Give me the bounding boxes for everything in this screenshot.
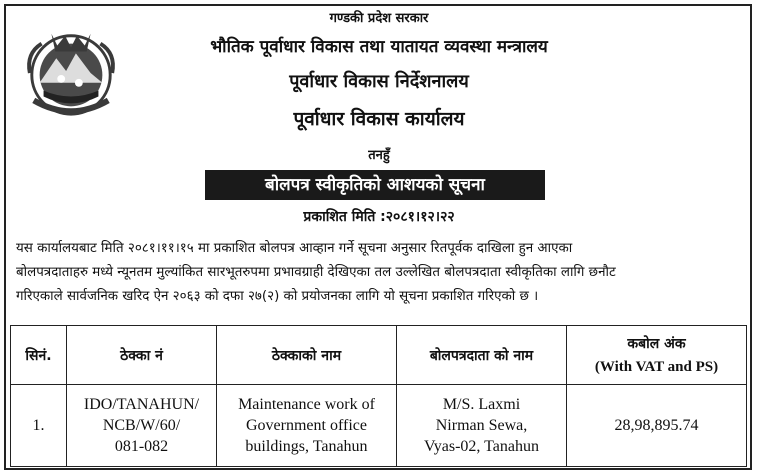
cell-contract-no: [67, 385, 217, 467]
contract-no-line: 081-082: [114, 438, 169, 455]
contract-no-line: NCB/W/60/: [102, 417, 181, 434]
body-line: बोलपत्रदाताहरु मध्ये न्यूनतम मुल्यांकित सारभूतरुपमा प्रभावग्राही देखिएका तल उल्लेखित बोलपत्रदाता स्वीकृतिका लागि छनौट: [16, 265, 616, 280]
header-amount-sub: (With VAT and PS): [594, 359, 719, 375]
cell-bidder: [397, 385, 567, 467]
notice-title: बोलपत्र स्वीकृतिको आशयको सूचना: [205, 170, 545, 200]
published-date: प्रकाशित मिति :२०८१।१२।२२: [303, 209, 455, 225]
header-amount: [567, 326, 747, 385]
body-line: गरिएकाले सार्वजनिक खरिद ऐन २०६३ को दफा २७(२) को प्रयोजनका लागि यो सूचना प्रकाशित गरिएको छ ।: [16, 289, 539, 304]
cell-amount: 28,98,895.74: [567, 385, 747, 467]
bidder-line: M/S. Laxmi: [442, 396, 521, 413]
bidder-line: Vyas-02, Tanahun: [423, 438, 539, 455]
contract-name-line: buildings, Tanahun: [245, 438, 368, 455]
contract-name-line: Maintenance work of: [238, 396, 375, 413]
contract-no-line: IDO/TANAHUN/: [83, 396, 200, 413]
table-header-row: [11, 326, 747, 385]
header-sn: सिनं.: [11, 326, 67, 385]
directorate-name: पूर्वाधार विकास निर्देशनालय: [289, 71, 469, 92]
ministry-name: भौतिक पूर्वाधार विकास तथा यातायत व्यवस्था मन्त्रालय: [210, 37, 548, 57]
contract-name-line: Government office: [246, 417, 367, 434]
table-row: [11, 385, 747, 467]
cell-sn: 1.: [11, 385, 67, 467]
government-name: गण्डकी प्रदेश सरकार: [329, 11, 429, 26]
header-contract-name: ठेक्काको नाम: [217, 326, 397, 385]
body-line: यस कार्यालयबाट मिति २०८१।११।१५ मा प्रकाशित बोलपत्र आव्हान गर्ने सूचना अनुसार रितपूर्वक दाखिला हुन आएका: [16, 241, 573, 256]
bidder-line: Nirman Sewa,: [435, 417, 528, 434]
header-contract-no: ठेक्का नं: [67, 326, 217, 385]
cell-contract-name: [217, 385, 397, 467]
header-amount-label: कबोल अंक: [627, 336, 686, 352]
header-bidder: बोलपत्रदाता को नाम: [397, 326, 567, 385]
bid-table: [10, 325, 747, 467]
district-name: तनहुँ: [368, 148, 390, 163]
notice-body: [16, 237, 742, 309]
office-name: पूर्वाधार विकास कार्यालय: [293, 108, 465, 130]
